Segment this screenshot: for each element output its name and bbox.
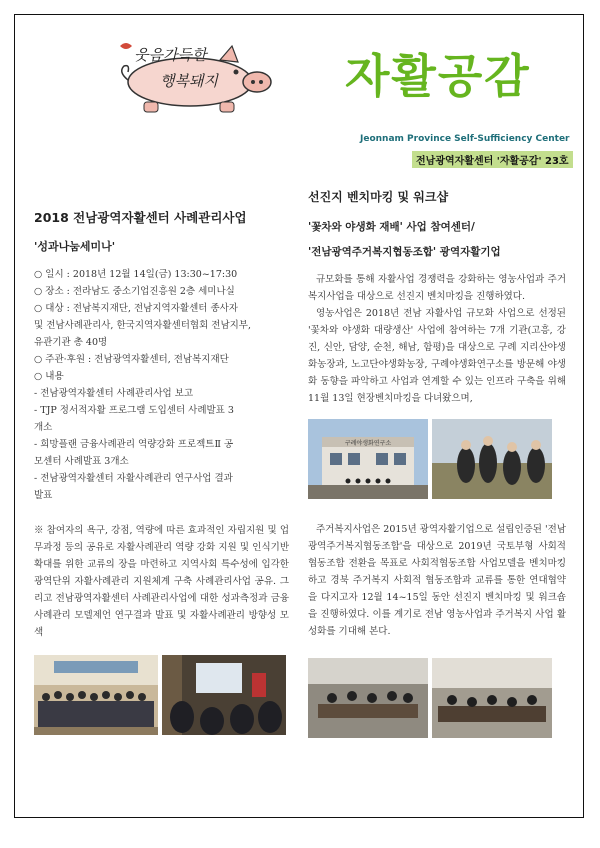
detail-line: ○ 주관·후원 : 전남광역자활센터, 전남복지재단 [34, 354, 229, 365]
detail-line: - 전남광역자활센터 자활사례관리 연구사업 결과 [34, 473, 233, 484]
pig-icon [110, 36, 290, 118]
logo-text-2: 행복돼지 [160, 72, 218, 90]
farming-paragraph: 영농사업은 2018년 전남 자활사업 규모화 사업으로 선정된 '꽃차와 야생화 대량생산' 사업에 참여하는 7개 기관(고흥, 강진, 신안, 담양, 순천, 해남, 함평)을 대상으로 구례 지리산야생화농장과, 노고단야생화농장, 구례야생화연구소를 방문해 야생화 동향을 파악하고 사업과 연계할 수 있는 인프라 구축을 위해 11월 13일 현장벤치마킹을 다녀왔으며, [308, 308, 566, 404]
farm-visit-photo [432, 419, 552, 499]
summary-note: ※ 참여자의 욕구, 강점, 역량에 따른 효과적인 자립지원 및 업무과정 등의 공유로 자활사례관리 역량 강화 지원 및 인식기반 확대를 위한 교류의 장을 마련하고 지역사회 특수성에 입각한 광역단위 자활사례관리 지원체계 구축 사례관리사업 공유. 그리고 전남광역자활센터 사례관리사업에 대한 성과측정과 금융사례관리 모델제언 연구결과 발표 및 자활사례관리 방향성 모색 [34, 525, 289, 638]
detail-line: - 희망플랜 금융사례관리 역량강화 프로젝트Ⅱ 공 [34, 439, 234, 450]
workshop-photos [308, 658, 566, 738]
detail-line: - 전남광역자활센터 사례관리사업 보고 [34, 388, 194, 399]
pig-logo [110, 36, 290, 118]
left-column [34, 208, 289, 735]
detail-line: - TJP 정서적자활 프로그램 도입센터 사례발표 3 [34, 405, 234, 416]
research-center-photo [308, 419, 428, 499]
seminar-photos [34, 655, 289, 735]
detail-line: 유관기관 총 40명 [34, 337, 108, 348]
workshop-photo-2 [432, 658, 552, 738]
detail-line: 모센터 사례발표 3개소 [34, 456, 129, 467]
event-details [34, 266, 289, 641]
group-photo [34, 655, 158, 735]
newsletter-title: 자활공감 [345, 49, 531, 103]
detail-line: 및 전남사례관리사, 한국지역자활센터협회 전남지부, [34, 320, 251, 331]
right-heading: 선진지 벤치마킹 및 워크샵 [308, 190, 449, 204]
detail-line: ○ 대상 : 전남복지재단, 전남지역자활센터 종사자 [34, 303, 238, 314]
benchmark-text-2 [308, 521, 566, 640]
detail-line: ○ 내용 [34, 371, 64, 382]
housing-paragraph: 주거복지사업은 2015년 광역자활기업으로 설립인증된 '전남광역주거복지협동조합'을 대상으로 2019년 국토부형 사회적협동조합 전환을 목표로 사회적협동조합 사업모델을 벤치마킹하고 경북 주거복지 사회적 협동조합과 교류를 통한 연대협약을 다지고자 12월 14~15일 동안 선진지 벤치마킹 및 워크숍을 진행하였다. 이를 계기로 전남 영농사업과 주거복지 사업 활성화를 기대해 본다. [308, 524, 566, 637]
workshop-photo-1 [308, 658, 428, 738]
right-subheading-2: '전남광역주거복지협동조합' 광역자활기업 [308, 246, 501, 258]
right-column [308, 188, 566, 738]
left-heading: 2018 전남광역자활센터 사례관리사업 [34, 210, 247, 225]
benchmark-text-1 [308, 271, 566, 407]
center-english-name: Jeonnam Province Self-Sufficiency Center [360, 134, 570, 144]
detail-line: ○ 일시 : 2018년 12월 14일(금) 13:30~17:30 [34, 269, 238, 280]
intro-paragraph: 규모화를 통해 자활사업 경쟁력을 강화하는 영농사업과 주거복지사업을 대상으로 선진지 벤치마킹을 진행하였다. [308, 274, 566, 302]
issue-label: 전남광역자활센터 '자활공감' 23호 [412, 151, 573, 168]
research-center-sign: 구례야생화연구소 [344, 440, 392, 447]
detail-line: 발표 [34, 490, 53, 501]
left-subheading: '성과나눔세미나' [34, 240, 116, 253]
logo-text-1: 웃음가득한 [134, 46, 207, 64]
detail-line: ○ 장소 : 전라남도 중소기업진흥원 2층 세미나실 [34, 286, 235, 297]
seminar-photo [162, 655, 286, 735]
right-subheading-1: '꽃차와 야생화 재배' 사업 참여센터/ [308, 221, 475, 233]
farm-photos [308, 419, 566, 499]
detail-line: 개소 [34, 422, 53, 433]
